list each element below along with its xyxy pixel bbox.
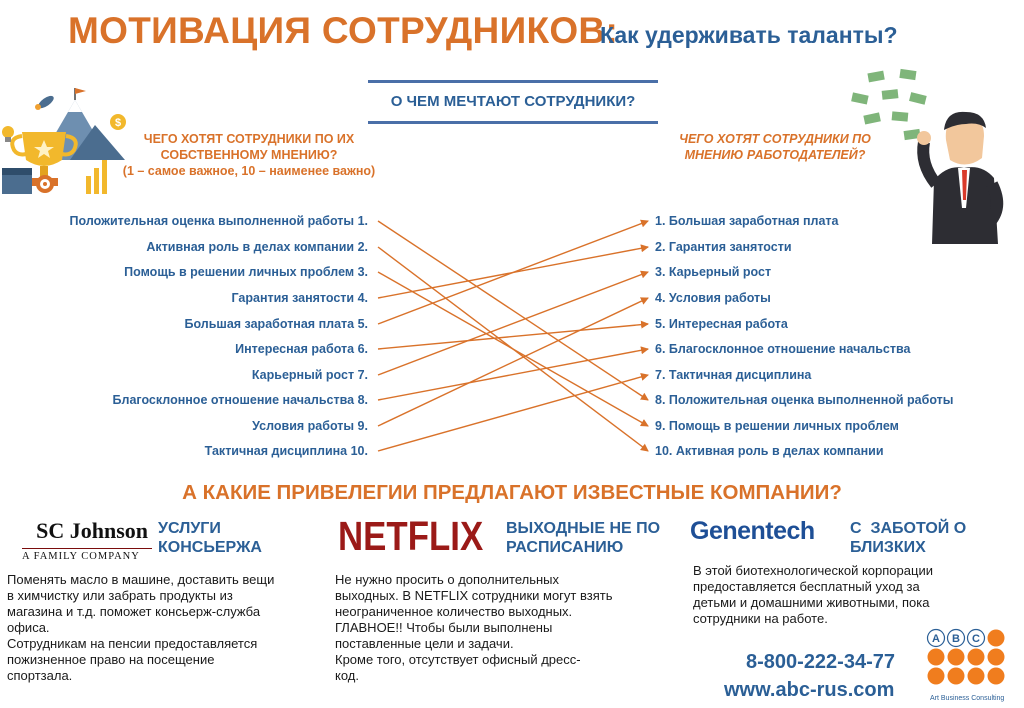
contact-website[interactable]: www.abc-rus.com (724, 679, 895, 701)
connector-arrow (378, 272, 648, 375)
perk-title-line: РАСПИСАНИЮ (506, 539, 624, 556)
text-line: спортзала. (7, 668, 73, 683)
connector-arrow (378, 375, 648, 451)
list-item: 1. Большая заработная плата (655, 214, 839, 228)
list-item: Активная роль в делах компании 2. (146, 240, 368, 254)
genentech-perk-title (850, 519, 966, 557)
page-title: МОТИВАЦИЯ СОТРУДНИКОВ: (68, 10, 619, 51)
connector-arrow (378, 324, 648, 349)
text-line: детьми и домашними животными, пока (693, 595, 930, 610)
perk-title-line: КОНСЬЕРЖА (158, 539, 262, 556)
list-item: Карьерный рост 7. (251, 368, 368, 382)
netflix-logo: NETFLIX (338, 513, 484, 559)
list-item: Положительная оценка выполненной работы 1. (69, 214, 368, 228)
text-line: магазина и т.д. поможет консьерж-служба (7, 604, 261, 619)
contact-phone[interactable]: 8-800-222-34-77 (746, 651, 895, 673)
genentech-description (693, 563, 933, 627)
scjohnson-perk-title (158, 519, 262, 557)
perks-section-title: А КАКИЕ ПРИВЕЛЕГИИ ПРЕДЛАГАЮТ ИЗВЕСТНЫЕ КОМПАНИИ? (182, 481, 842, 504)
text-line: поставленные цели и задачи. (335, 636, 514, 651)
text-line: сотрудники на работе. (693, 611, 828, 626)
list-item: Интересная работа 6. (235, 342, 368, 356)
perk-title-line: С ЗАБОТОЙ О (850, 520, 967, 537)
abc-letter: B (952, 633, 960, 645)
scjohnson-logo-name: SC Johnson (36, 518, 148, 543)
list-item: 8. Положительная оценка выполненной работы (655, 393, 954, 407)
connector-arrow (378, 221, 648, 400)
list-item: 2. Гарантия занятости (655, 240, 792, 254)
text-line: пожизненное право на посещение (7, 652, 215, 667)
list-item: 3. Карьерный рост (655, 265, 772, 279)
scjohnson-logo-sub: A FAMILY COMPANY (22, 548, 152, 562)
center-question: О ЧЕМ МЕЧТАЮТ СОТРУДНИКИ? (390, 93, 636, 110)
text-line: Не нужно просить о дополнительных (335, 572, 560, 587)
text-line: выходных. В NETFLIX сотрудники могут взять (335, 588, 613, 603)
connector-arrow (378, 221, 648, 324)
text-line: В этой биотехнологической корпорации (693, 563, 933, 578)
list-item: Условия работы 9. (252, 419, 368, 433)
svg-text:$: $ (114, 117, 122, 129)
list-item: 6. Благосклонное отношение начальства (655, 342, 911, 356)
page-subtitle: Как удерживать таланты? (600, 22, 898, 48)
abc-letter: C (972, 633, 980, 645)
left-heading-note: (1 – самое важное, 10 – наименее важно) (122, 164, 376, 178)
abc-logo (926, 628, 1018, 694)
list-item: 9. Помощь в решении личных проблем (655, 419, 899, 433)
list-item: Тактичная дисциплина 10. (204, 444, 368, 458)
scjohnson-logo (22, 518, 152, 562)
list-item: 7. Тактичная дисциплина (655, 368, 812, 382)
list-item: 5. Интересная работа (655, 317, 788, 331)
connector-arrow (378, 298, 648, 426)
perk-title-line: БЛИЗКИХ (850, 539, 926, 556)
abc-caption: Art Business Consulting (930, 695, 1005, 702)
list-item: Большая заработная плата 5. (184, 317, 368, 331)
netflix-perk-title (506, 519, 660, 557)
abc-letter: A (932, 633, 940, 645)
list-item: Гарантия занятости 4. (231, 291, 368, 305)
perk-title-line: ВЫХОДНЫЕ НЕ ПО (506, 520, 661, 537)
text-line: код. (335, 668, 359, 683)
text-line: ГЛАВНОЕ!! Чтобы были выполнены (335, 620, 553, 635)
right-column-heading: ЧЕГО ХОТЯТ СОТРУДНИКИ ПО МНЕНИЮ РАБОТОДАТЕЛЕЙ? (679, 132, 871, 162)
text-line: неограниченное количество выходных. (335, 604, 573, 619)
netflix-description (335, 572, 612, 684)
scjohnson-description (7, 572, 274, 684)
list-item: Помощь в решении личных проблем 3. (124, 265, 368, 279)
list-item: Благосклонное отношение начальства 8. (112, 393, 368, 407)
text-line: Поменять масло в машине, доставить вещи (7, 572, 275, 587)
genentech-logo: Genentech (690, 517, 815, 545)
list-item: 4. Условия работы (655, 291, 771, 305)
text-line: Сотрудникам на пенсии предоставляется (7, 636, 258, 651)
text-line: в химчистку или забрать продукты из (7, 588, 233, 603)
left-heading-text: ЧЕГО ХОТЯТ СОТРУДНИКИ ПО ИХ СОБСТВЕННОМУ МНЕНИЮ? (143, 132, 355, 162)
list-item: 10. Активная роль в делах компании (655, 444, 884, 458)
connector-arrow (378, 272, 648, 426)
connector-arrow (378, 349, 648, 400)
text-line: предоставляется бесплатный уход за (693, 579, 920, 594)
perk-title-line: УСЛУГИ (158, 520, 221, 537)
text-line: офиса. (7, 620, 50, 635)
text-line: Кроме того, отсутствует офисный дресс- (335, 652, 581, 667)
